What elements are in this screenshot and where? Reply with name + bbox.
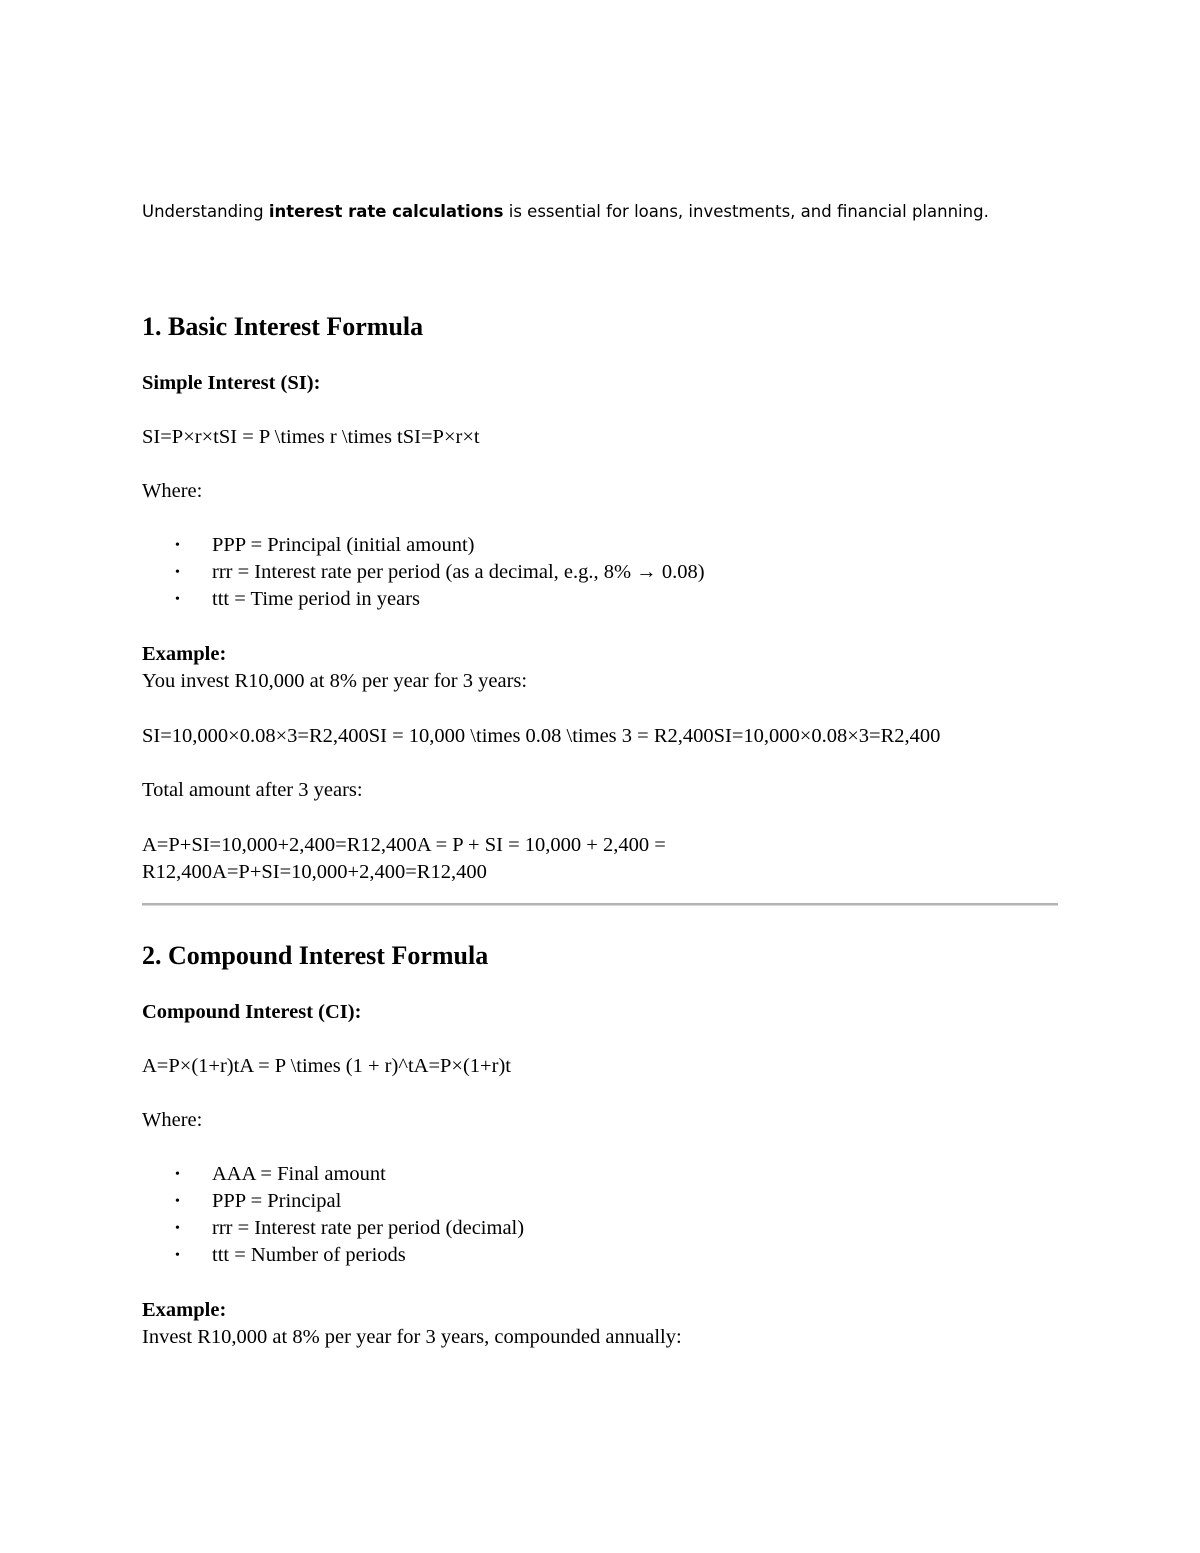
list-item: • ttt = Number of periods [142, 1242, 524, 1269]
section2-heading: 2. Compound Interest Formula [142, 941, 489, 970]
bullet-icon: • [175, 1248, 180, 1263]
section2-formula: A=P×(1+r)tA = P \times (1 + r)^tA=P×(1+r)t [142, 1055, 511, 1077]
section1-where-label: Where: [142, 480, 203, 502]
section2-variable-list [142, 1161, 524, 1269]
section1-example-text: You invest R10,000 at 8% per year for 3 years: [142, 670, 528, 692]
section2-example-text: Invest R10,000 at 8% per year for 3 years, compounded annually: [142, 1326, 682, 1348]
bullet-icon: • [175, 1194, 180, 1209]
bullet-icon: • [175, 538, 180, 553]
list-item: • ttt = Time period in years [142, 586, 705, 613]
section1-total-formula-line1: A=P+SI=10,000+2,400=R12,400A = P + SI = 10,000 + 2,400 = [142, 834, 666, 856]
intro-paragraph [142, 199, 1102, 225]
list-item: • PPP = Principal (initial amount) [142, 532, 705, 559]
intro-text-end: is essential for loans, investments, and financial planning. [503, 202, 989, 221]
section1-total-label: Total amount after 3 years: [142, 779, 363, 801]
section1-total-formula-line2: R12,400A=P+SI=10,000+2,400=R12,400 [142, 861, 487, 883]
section1-variable-list [142, 532, 705, 613]
list-item: • PPP = Principal [142, 1188, 524, 1215]
bullet-icon: • [175, 1167, 180, 1182]
section1-example-label: Example: [142, 643, 227, 665]
list-item: • rrr = Interest rate per period (decimal) [142, 1215, 524, 1242]
section1-example-formula: SI=10,000×0.08×3=R2,400SI = 10,000 \times 0.08 \times 3 = R2,400SI=10,000×0.08×3=R2,400 [142, 725, 941, 747]
horizontal-divider [142, 903, 1058, 906]
section2-subheading: Compound Interest (CI): [142, 1001, 362, 1023]
bullet-icon: • [175, 565, 180, 580]
list-item: • rrr = Interest rate per period (as a decimal, e.g., 8% → 0.08) [142, 559, 705, 586]
bullet-icon: • [175, 592, 180, 607]
intro-text-start: Understanding [142, 202, 269, 221]
section2-where-label: Where: [142, 1109, 203, 1131]
section2-example-label: Example: [142, 1299, 227, 1321]
section1-subheading: Simple Interest (SI): [142, 372, 321, 394]
intro-bold-phrase: interest rate calculations [268, 202, 504, 221]
list-item: • AAA = Final amount [142, 1161, 524, 1188]
section1-formula: SI=P×r×tSI = P \times r \times tSI=P×r×t [142, 426, 480, 448]
bullet-icon: • [175, 1221, 180, 1236]
section1-heading: 1. Basic Interest Formula [142, 312, 424, 341]
